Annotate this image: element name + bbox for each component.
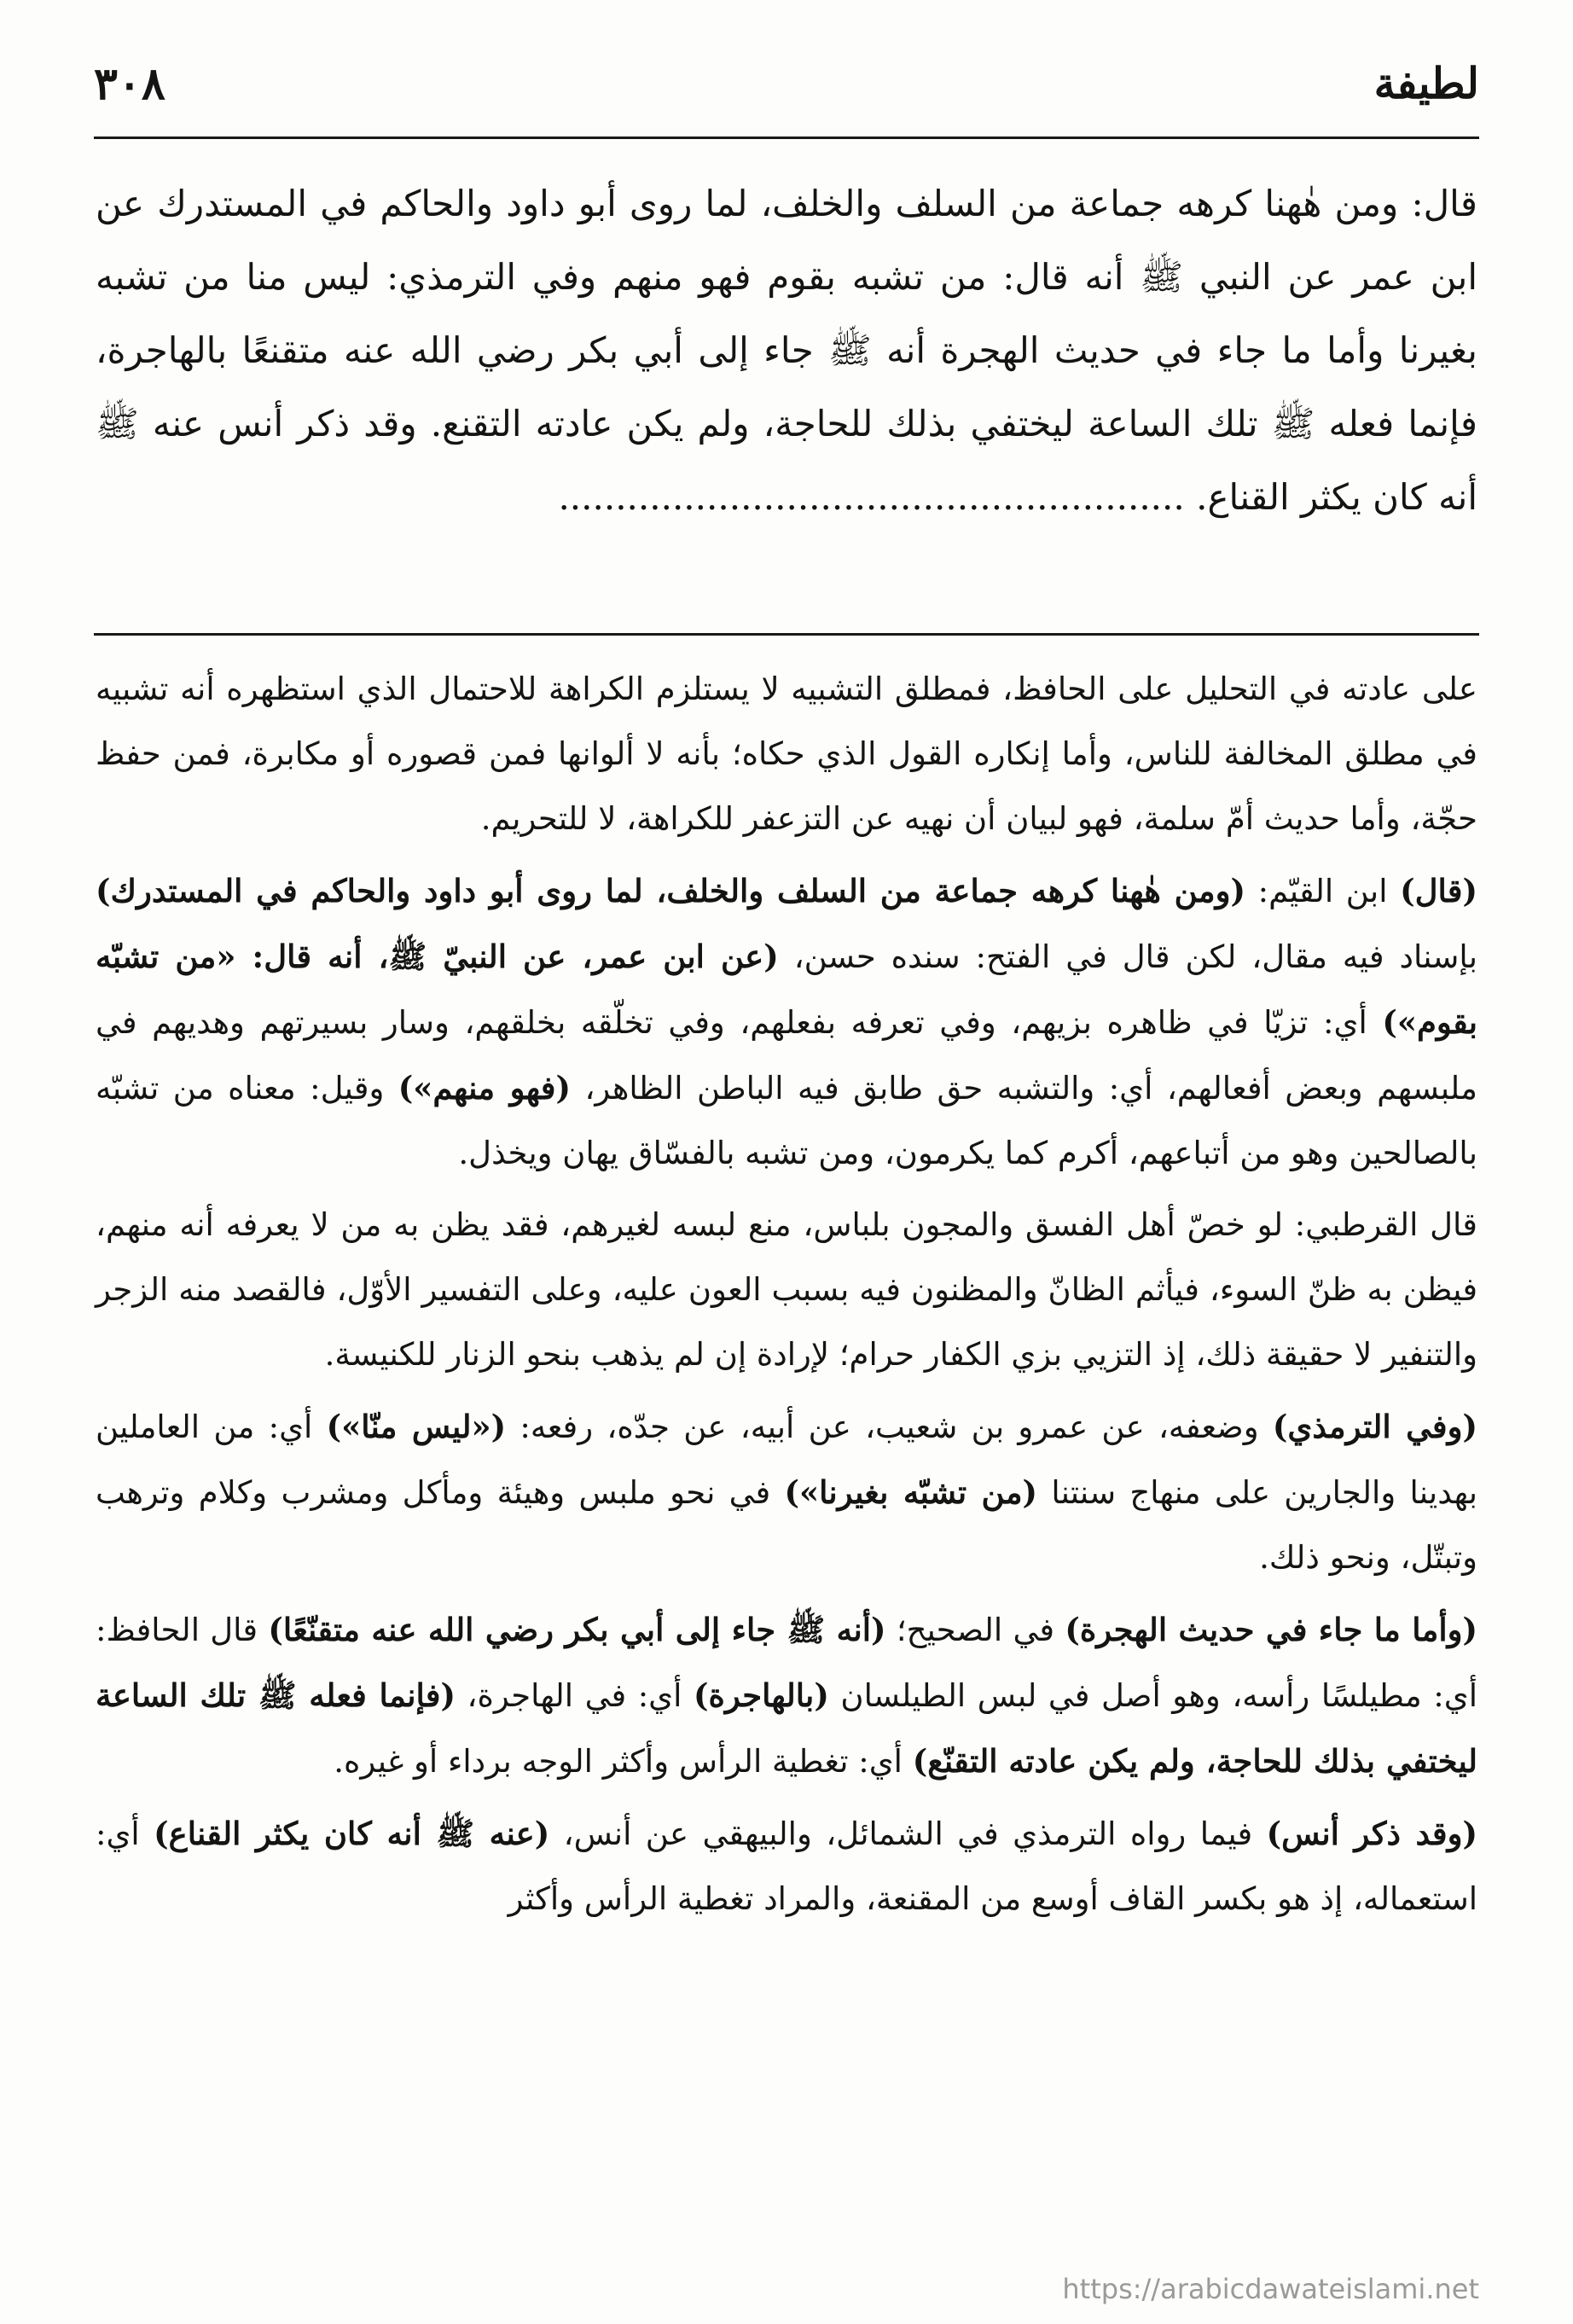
commentary-text: أي: من العاملين بهدينا والجارين على منهاج سنتنا xyxy=(96,1409,1478,1511)
commentary-paragraph xyxy=(96,858,1477,1186)
commentary-paragraph xyxy=(96,1801,1477,1932)
quoted-matn: (عنه ﷺ أنه كان يكثر القناع) xyxy=(154,1815,550,1852)
commentary-paragraph xyxy=(96,1394,1477,1590)
commentary-text: قال الحافظ: أي: مطيلسًا رأسه، وهو أصل في لبس الطيلسان xyxy=(96,1612,1477,1714)
quoted-matn: (وأما ما جاء في حديث الهجرة) xyxy=(1065,1611,1477,1648)
quoted-matn: (ومن هٰهنا كرهه جماعة من السلف والخلف، لما روى أبو داود والحاكم في المستدرك) xyxy=(96,872,1245,909)
quoted-matn: (عن ابن عمر، عن النبيّ ﷺ، أنه قال: «من تشبّه بقوم») xyxy=(96,938,1477,1041)
paragraph-text: على عادته في التحليل على الحافظ، فمطلق التشبيه لا يستلزم الكراهة للاحتمال الذي استظهره أنه تشبيه في مطلق المخالفة للناس، وأما إنكاره القول الذي حكاه؛ بأنه لا ألوانها فمن قصوره أو مكابرة، فمن حفظ حجّة، وأما حديث أمّ سلمة، فهو لبيان أن نهيه عن التزعفر للكراهة، لا للتحريم. xyxy=(96,671,1477,837)
commentary-text: أي: تغطية الرأس وأكثر الوجه برداء أو غيره. xyxy=(334,1743,913,1780)
commentary-text: بإسناد فيه مقال، لكن قال في الفتح: سنده حسن، xyxy=(778,938,1477,975)
commentary-text: في نحو ملبس وهيئة ومأكل ومشرب وكلام وترهب وتبتّل، ونحو ذلك. xyxy=(96,1474,1477,1576)
commentary-text: أي: في الهاجرة، xyxy=(455,1677,694,1714)
matn-text xyxy=(96,167,1477,534)
commentary-paragraph xyxy=(96,1193,1477,1387)
paragraph-text: قال القرطبي: لو خصّ أهل الفسق والمجون بلباس، منع لبسه لغيرهم، فقد يظن به من لا يعرفه أنه منهم، فيظن به ظنّ السوء، فيأثم الظانّ والمظنون فيه بسبب العون عليه، وعلى التفسير الأوّل، فالقصد منه الزجر والتنفير لا حقيقة ذلك، إذ التزيي بزي الكفار حرام؛ لإرادة إن لم يذهب بنحو الزنار للكنيسة. xyxy=(96,1206,1477,1373)
commentary-text: ابن القيّم: xyxy=(1245,873,1401,909)
sharh-commentary xyxy=(96,657,1477,1938)
commentary-text: أي: استعماله، إذ هو بكسر القاف أوسع من المقنعة، والمراد تغطية الرأس وأكثر xyxy=(96,1816,1477,1917)
running-title: لطيفة xyxy=(1373,58,1479,108)
quoted-matn: (قال) xyxy=(1400,872,1477,909)
commentary-paragraph xyxy=(96,657,1477,851)
quoted-matn: (بالهاجرة) xyxy=(693,1676,829,1714)
header-rule xyxy=(94,137,1479,139)
quoted-matn: (من تشبّه بغيرنا») xyxy=(784,1473,1038,1511)
quoted-matn: (أنه ﷺ جاء إلى أبي بكر رضي الله عنه متقنّعًا) xyxy=(268,1611,886,1648)
quoted-matn: (وقد ذكر أنس) xyxy=(1266,1815,1477,1852)
watermark-url: https://arabicdawateislami.net xyxy=(1062,2273,1479,2305)
quoted-matn: («ليس منّا») xyxy=(326,1408,507,1445)
page-number: ٣٠٨ xyxy=(94,58,165,110)
commentary-text: فيما رواه الترمذي في الشمائل، والبيهقي عن أنس، xyxy=(549,1816,1267,1852)
matn-paragraph: قال: ومن هٰهنا كرهه جماعة من السلف والخلف، لما روى أبو داود والحاكم في المستدرك عن ابن عمر عن النبي ﷺ أنه قال: من تشبه بقوم فهو منهم وفي الترمذي: ليس منا من تشبه بغيرنا وأما ما جاء في حديث الهجرة أنه ﷺ جاء إلى أبي بكر رضي الله عنه متقنعًا بالهاجرة، فإنما فعله ﷺ تلك الساعة ليختفي بذلك للحاجة، ولم يكن عادته التقنع. وقد ذكر أنس عنه ﷺ أنه كان يكثر القناع. xyxy=(96,183,1477,518)
matn-dots: ....................................................... xyxy=(558,476,1185,518)
commentary-text: وضعفه، عن عمرو بن شعيب، عن أبيه، عن جدّه، رفعه: xyxy=(506,1409,1273,1445)
commentary-text: أي: تزيّا في ظاهره بزيهم، وفي تعرفه بفعلهم، وفي تخلّقه بخلقهم، وسار بسيرتهم وهديهم في ملبسهم وبعض أفعالهم، أي: والتشبه حق طابق فيه الباطن الظاهر، xyxy=(96,1004,1477,1107)
quoted-matn: (فهو منهم») xyxy=(398,1069,572,1107)
quoted-matn: (فإنما فعله ﷺ تلك الساعة ليختفي بذلك للحاجة، ولم يكن عادته التقنّع) xyxy=(96,1676,1477,1780)
commentary-text: في الصحيح؛ xyxy=(885,1612,1065,1648)
section-divider xyxy=(94,633,1479,636)
commentary-paragraph xyxy=(96,1597,1477,1794)
commentary-text: وقيل: معناه من تشبّه بالصالحين وهو من أتباعهم، أكرم كما يكرمون، ومن تشبه بالفسّاق يهان ويخذل. xyxy=(96,1070,1477,1171)
quoted-matn: (وفي الترمذي) xyxy=(1272,1408,1477,1445)
page-header xyxy=(94,58,1479,123)
